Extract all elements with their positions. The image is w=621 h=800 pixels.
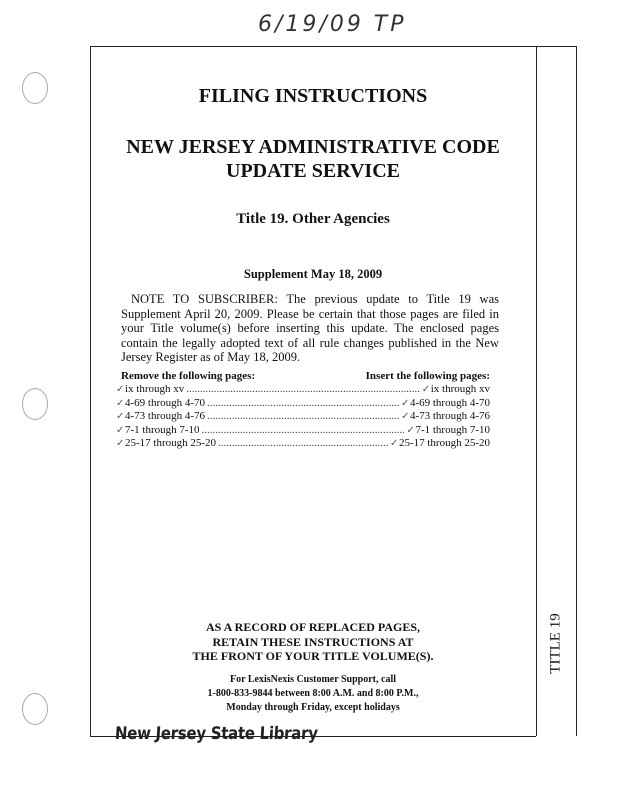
checkmark-icon: ✓: [116, 411, 125, 422]
dot-leader: [207, 410, 399, 424]
binder-hole: [22, 388, 48, 420]
insert-pages: 4-73 through 4-76: [409, 410, 490, 422]
table-row: [116, 397, 490, 411]
remove-header: Remove the following pages:: [121, 370, 256, 382]
checkmark-icon: ✓: [421, 384, 431, 395]
support-line: Monday through Friday, except holidays: [226, 702, 400, 713]
customer-support: [90, 673, 536, 715]
checkmark-icon: ✓: [116, 424, 125, 436]
remove-pages: 4-73 through 4-76: [125, 410, 206, 422]
page-frame-outer: [576, 46, 577, 736]
subscriber-note: NOTE TO SUBSCRIBER: The previous update to Title 19 was Supplement April 20, 2009. Please be certain that those pages are filed in your Title volume(s) before inserting this update. The enclosed pages contain the legally adopted text of all rule changes published in the New Jersey Register as of May 18, 2009.: [121, 292, 499, 364]
page-title: FILING INSTRUCTIONS: [198, 85, 428, 107]
page-replacement-table: [116, 370, 490, 451]
supplement-date: Supplement May 18, 2009: [243, 267, 383, 281]
table-row: [116, 437, 490, 451]
dot-leader: [218, 437, 388, 451]
support-line: 1-800-833-9844 between 8:00 A.M. and 8:00 P.M.,: [207, 688, 419, 699]
spine-tab: [536, 600, 576, 690]
checkmark-icon: ✓: [406, 424, 415, 436]
checkmark-icon: ✓: [116, 397, 125, 409]
dot-leader: [207, 397, 399, 411]
title-section: Title 19. Other Agencies: [236, 211, 390, 227]
binder-hole: [22, 693, 48, 725]
checkmark-icon: ✓: [400, 397, 410, 409]
remove-pages: 4-69 through 4-70: [125, 396, 206, 409]
page-frame-top: [90, 46, 577, 47]
checkmark-icon: ✓: [116, 384, 125, 395]
checkmark-icon: ✓: [116, 438, 125, 449]
remove-pages: 25-17 through 25-20: [125, 437, 217, 449]
record-line: RETAIN THESE INSTRUCTIONS AT: [212, 634, 414, 649]
binder-hole: [22, 72, 48, 104]
record-line: THE FRONT OF YOUR TITLE VOLUME(S).: [192, 649, 434, 663]
record-instructions: [90, 620, 536, 664]
insert-pages: ix through xv: [430, 383, 490, 395]
table-row: [116, 424, 490, 438]
table-row: [116, 410, 490, 424]
insert-pages: 7-1 through 7-10: [415, 423, 490, 436]
library-stamp: New Jersey State Library: [114, 722, 319, 744]
service-title-line: UPDATE SERVICE: [226, 160, 400, 182]
service-title: [90, 135, 536, 183]
dot-leader: [202, 424, 405, 438]
insert-pages: 4-69 through 4-70: [409, 396, 490, 409]
remove-pages: ix through xv: [125, 383, 185, 395]
checkmark-icon: ✓: [400, 411, 410, 422]
table-header: [116, 370, 490, 383]
spine-label: TITLE 19: [547, 613, 564, 674]
remove-pages: 7-1 through 7-10: [125, 423, 200, 436]
checkmark-icon: ✓: [389, 438, 399, 449]
insert-header: Insert the following pages:: [365, 370, 490, 382]
support-line: For LexisNexis Customer Support, call: [229, 674, 396, 685]
dot-leader: [186, 383, 419, 397]
table-row: [116, 383, 490, 397]
insert-pages: 25-17 through 25-20: [398, 437, 490, 449]
service-title-line: NEW JERSEY ADMINISTRATIVE CODE: [126, 136, 500, 158]
record-line: AS A RECORD OF REPLACED PAGES,: [205, 620, 421, 634]
handwritten-note: 6/19/09 TP: [258, 12, 407, 37]
